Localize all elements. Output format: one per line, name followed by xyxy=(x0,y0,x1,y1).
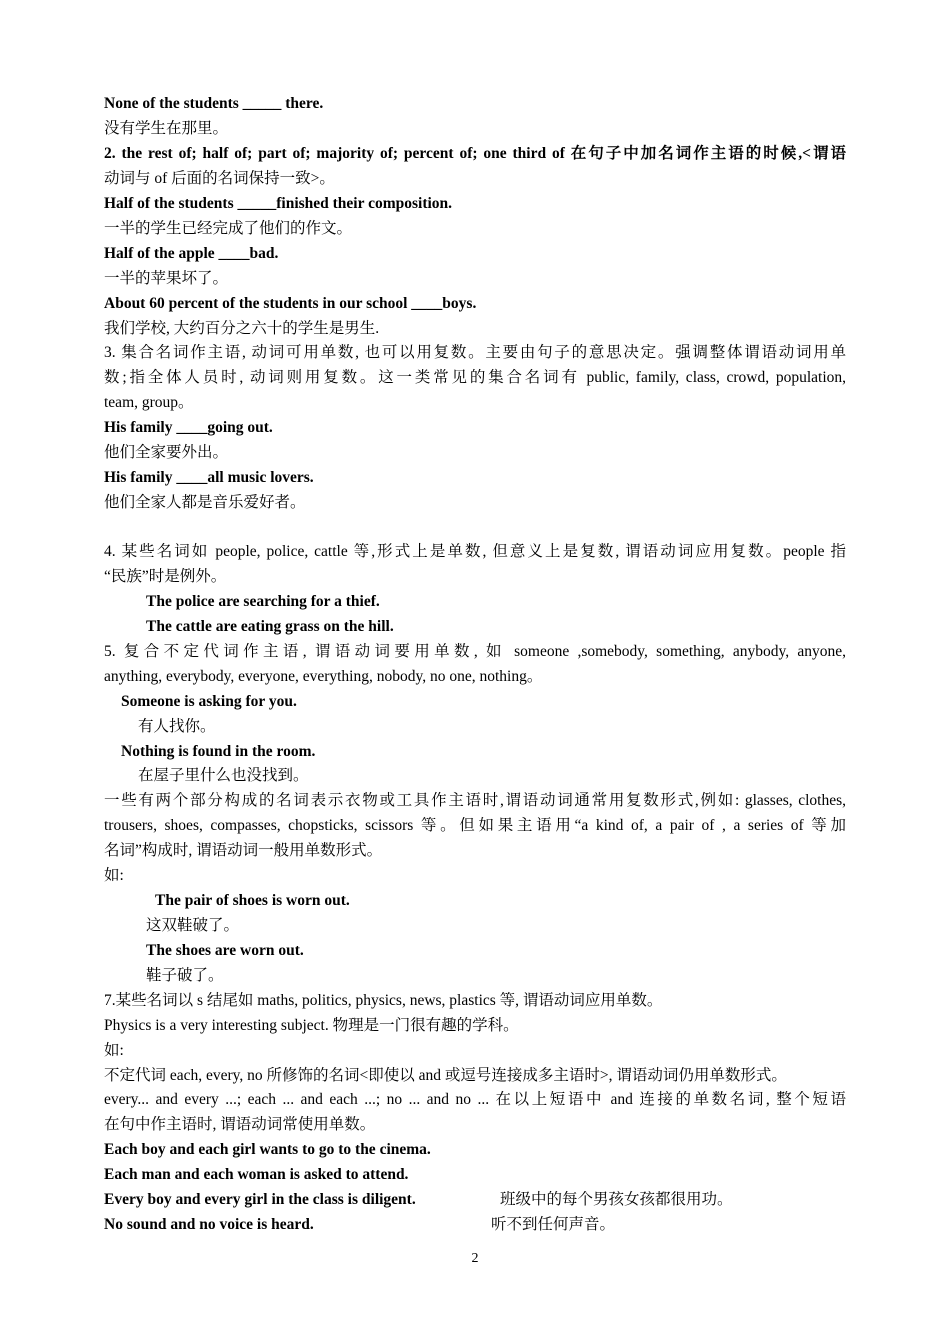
example-sentence: The shoes are worn out. xyxy=(146,942,304,959)
example-sentence: Each boy and each girl wants to go to the cinema. xyxy=(104,1141,431,1158)
example-intro: 如: xyxy=(104,1042,124,1059)
rule-8-text-cont: every... and every ...; each ... and each ...; no ... and no ... 在以上短语中 and 连接的单数名词, 整个短语 xyxy=(104,1091,846,1108)
rule-6-text-cont: trousers, shoes, compasses, chopsticks, scissors 等。但如果主语用“a kind of, a pair of , a series of 等加 xyxy=(104,817,846,834)
rule-3-text-cont: 数;指全体人员时, 动词则用复数。这一类常见的集合名词有 public, family, class, crowd, population, xyxy=(104,369,846,386)
translation: 他们全家人都是音乐爱好者。 xyxy=(104,494,306,511)
translation: 班级中的每个男孩女孩都很用功。 xyxy=(500,1191,733,1208)
example-sentence: Half of the apple ____bad. xyxy=(104,245,279,262)
example-sentence: The cattle are eating grass on the hill. xyxy=(146,618,394,635)
rule-3-text-cont: team, group。 xyxy=(104,394,194,411)
rule-6-text: 一些有两个部分构成的名词表示衣物或工具作主语时,谓语动词通常用复数形式,例如: glasses, clothes, xyxy=(104,792,846,809)
example-sentence: No sound and no voice is heard. xyxy=(104,1216,314,1233)
translation: 他们全家要外出。 xyxy=(104,444,229,461)
rule-7-text: 7.某些名词以 s 结尾如 maths, politics, physics, news, plastics 等, 谓语动词应用单数。 xyxy=(104,992,663,1009)
rule-4-text: 4. 某些名词如 people, police, cattle 等,形式上是单数, 但意义上是复数, 谓语动词应用复数。people 指 xyxy=(104,543,846,560)
example-sentence: Each man and each woman is asked to attend. xyxy=(104,1166,409,1183)
example-sentence: Someone is asking for you. xyxy=(121,693,297,710)
rule-8-text: 不定代词 each, every, no 所修饰的名词<即使以 and 或逗号连接成多主语时>, 谓语动词仍用单数形式。 xyxy=(104,1067,787,1084)
translation: 鞋子破了。 xyxy=(146,967,224,984)
example-sentence: His family ____all music lovers. xyxy=(104,469,314,486)
example-sentence: Physics is a very interesting subject. 物理是一门很有趣的学科。 xyxy=(104,1017,519,1034)
page-number: 2 xyxy=(471,1251,479,1266)
translation: 这双鞋破了。 xyxy=(146,917,240,934)
rule-2-text: 2. the rest of; half of; part of; majority of; percent of; one third of 在句子中加名词作主语的时候,<谓语 xyxy=(104,145,846,162)
rule-4-text-cont: “民族”时是例外。 xyxy=(104,568,227,585)
example-sentence: The pair of shoes is worn out. xyxy=(155,892,350,909)
rule-2-text-cont: 动词与 of 后面的名词保持一致>。 xyxy=(104,170,335,187)
translation: 一半的苹果坏了。 xyxy=(104,270,229,287)
translation: 在屋子里什么也没找到。 xyxy=(138,767,309,784)
example-sentence: About 60 percent of the students in our school ____boys. xyxy=(104,295,477,312)
rule-3-text: 3. 集合名词作主语, 动词可用单数, 也可以用复数。主要由句子的意思决定。强调整体谓语动词用单 xyxy=(104,344,846,361)
rule-6-text-cont: 名词”构成时, 谓语动词一般用单数形式。 xyxy=(104,842,383,859)
translation: 一半的学生已经完成了他们的作文。 xyxy=(104,220,353,237)
example-sentence: Half of the students _____finished their composition. xyxy=(104,195,453,212)
translation: 听不到任何声音。 xyxy=(491,1216,616,1233)
rule-8-text-cont: 在句中作主语时, 谓语动词常使用单数。 xyxy=(104,1116,376,1133)
rule-5-text: 5. 复合不定代词作主语, 谓语动词要用单数, 如 someone ,somebody, something, anybody, anyone, xyxy=(104,643,846,660)
translation: 我们学校, 大约百分之六十的学生是男生. xyxy=(104,320,380,337)
example-sentence: None of the students _____ there. xyxy=(104,95,324,112)
translation: 有人找你。 xyxy=(138,718,216,735)
example-sentence: The police are searching for a thief. xyxy=(146,593,380,610)
example-sentence: His family ____going out. xyxy=(104,419,273,436)
example-sentence: Every boy and every girl in the class is diligent. xyxy=(104,1191,416,1208)
example-sentence: Nothing is found in the room. xyxy=(121,743,316,760)
translation: 没有学生在那里。 xyxy=(104,120,229,137)
rule-5-text-cont: anything, everybody, everyone, everything, nobody, no one, nothing。 xyxy=(104,668,543,685)
example-intro: 如: xyxy=(104,867,124,884)
